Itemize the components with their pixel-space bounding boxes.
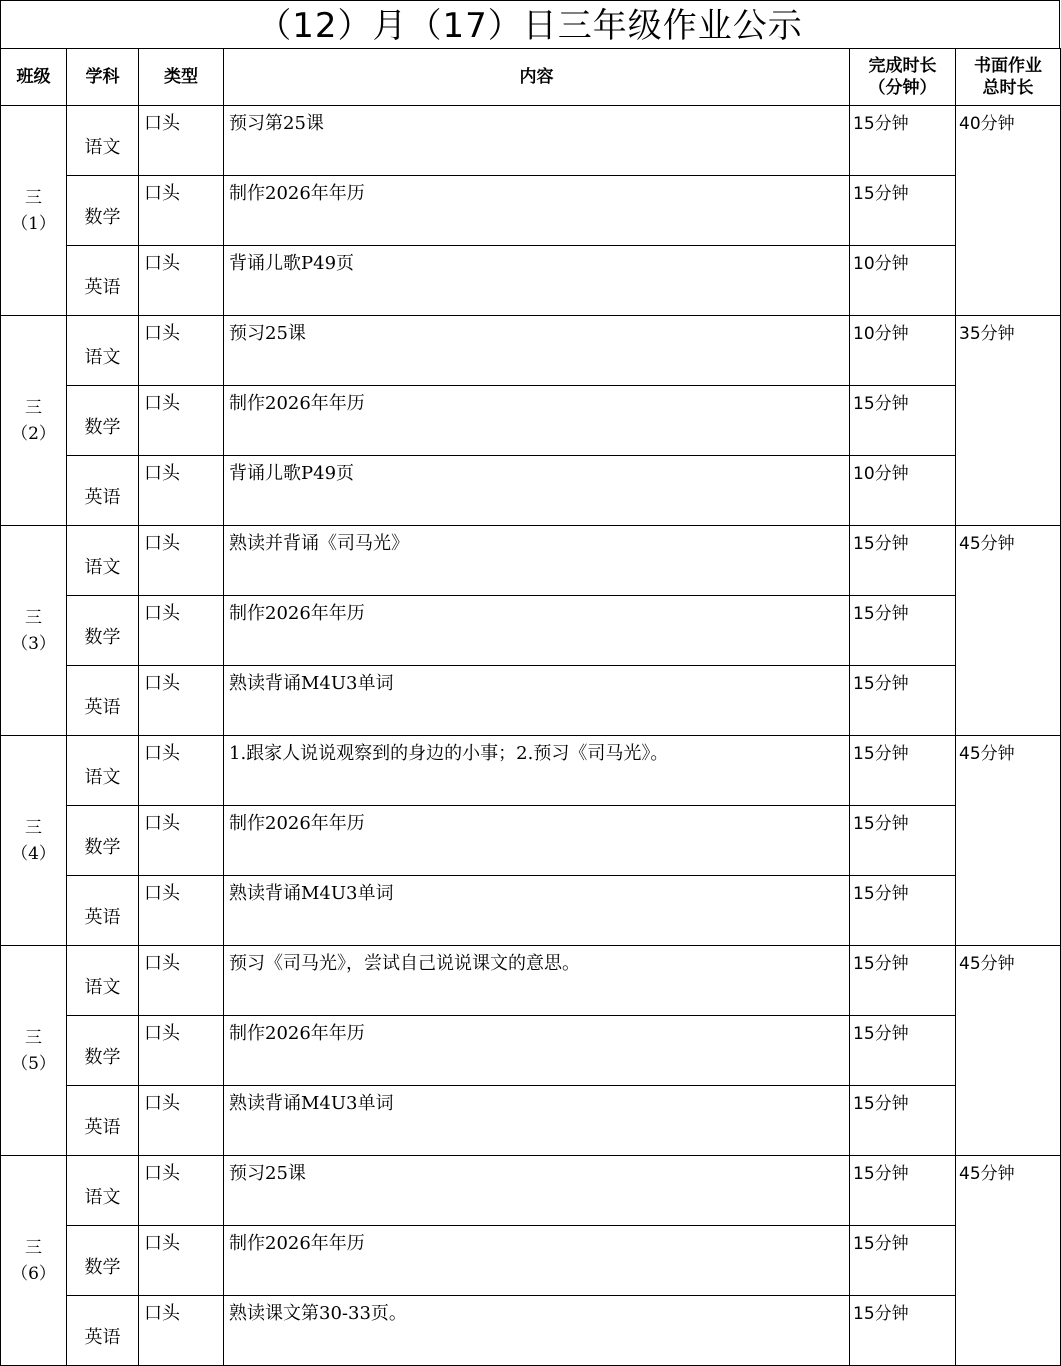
type-cell: 口头 xyxy=(139,246,224,316)
content-cell: 制作2026年年历 xyxy=(224,806,850,876)
type-cell: 口头 xyxy=(139,1296,224,1366)
subject-cell: 数学 xyxy=(67,806,139,876)
content-cell: 制作2026年年历 xyxy=(224,1016,850,1086)
content-cell: 制作2026年年历 xyxy=(224,596,850,666)
content-cell: 熟读背诵M4U3单词 xyxy=(224,1086,850,1156)
time-cell: 15分钟 xyxy=(850,1086,956,1156)
table-row xyxy=(1,246,1061,316)
time-cell: 15分钟 xyxy=(850,876,956,946)
table-row xyxy=(1,736,1061,806)
class-cell xyxy=(1,1156,67,1366)
class-cell xyxy=(1,316,67,526)
class-cell xyxy=(1,736,67,946)
time-cell: 15分钟 xyxy=(850,1016,956,1086)
time-cell: 15分钟 xyxy=(850,736,956,806)
type-cell: 口头 xyxy=(139,316,224,386)
subject-cell: 英语 xyxy=(67,1296,139,1366)
type-cell: 口头 xyxy=(139,1086,224,1156)
header-type: 类型 xyxy=(139,49,224,106)
subject-cell: 语文 xyxy=(67,106,139,176)
subject-cell: 语文 xyxy=(67,736,139,806)
type-cell: 口头 xyxy=(139,666,224,736)
class-number: （4） xyxy=(11,843,56,864)
class-cell xyxy=(1,106,67,316)
subject-cell: 英语 xyxy=(67,456,139,526)
type-cell: 口头 xyxy=(139,176,224,246)
subject-cell: 英语 xyxy=(67,246,139,316)
header-time-line2: （分钟） xyxy=(868,78,937,98)
subject-cell: 数学 xyxy=(67,1226,139,1296)
type-cell: 口头 xyxy=(139,526,224,596)
class-grade: 三 xyxy=(25,1027,42,1048)
table-body xyxy=(1,106,1061,1366)
table-row xyxy=(1,596,1061,666)
total-cell: 45分钟 xyxy=(956,526,1061,736)
content-cell: 制作2026年年历 xyxy=(224,176,850,246)
total-cell: 45分钟 xyxy=(956,736,1061,946)
type-cell: 口头 xyxy=(139,946,224,1016)
subject-cell: 数学 xyxy=(67,1016,139,1086)
class-grade: 三 xyxy=(25,817,42,838)
page-title: （12）月（17）日三年级作业公示 xyxy=(0,0,1060,48)
table-row xyxy=(1,1156,1061,1226)
class-number: （5） xyxy=(11,1053,56,1074)
header-time-line1: 完成时长 xyxy=(868,56,937,76)
subject-cell: 数学 xyxy=(67,176,139,246)
total-cell: 40分钟 xyxy=(956,106,1061,316)
subject-cell: 数学 xyxy=(67,596,139,666)
type-cell: 口头 xyxy=(139,1156,224,1226)
table-row xyxy=(1,456,1061,526)
subject-cell: 语文 xyxy=(67,946,139,1016)
class-grade: 三 xyxy=(25,607,42,628)
class-number: （1） xyxy=(11,213,56,234)
time-cell: 10分钟 xyxy=(850,246,956,316)
content-cell: 预习《司马光》，尝试自己说说课文的意思。 xyxy=(224,946,850,1016)
type-cell: 口头 xyxy=(139,806,224,876)
subject-cell: 英语 xyxy=(67,666,139,736)
content-cell: 熟读背诵M4U3单词 xyxy=(224,876,850,946)
time-cell: 15分钟 xyxy=(850,1156,956,1226)
table-row xyxy=(1,316,1061,386)
time-cell: 15分钟 xyxy=(850,386,956,456)
class-grade: 三 xyxy=(25,1237,42,1258)
content-cell: 背诵儿歌P49页 xyxy=(224,246,850,316)
table-row xyxy=(1,386,1061,456)
class-number: （2） xyxy=(11,423,56,444)
time-cell: 15分钟 xyxy=(850,1226,956,1296)
time-cell: 15分钟 xyxy=(850,946,956,1016)
table-row xyxy=(1,1086,1061,1156)
header-total-line2: 总时长 xyxy=(982,78,1034,98)
time-cell: 15分钟 xyxy=(850,806,956,876)
content-cell: 1.跟家人说说观察到的身边的小事；2.预习《司马光》。 xyxy=(224,736,850,806)
content-cell: 熟读并背诵《司马光》 xyxy=(224,526,850,596)
header-content: 内容 xyxy=(224,49,850,106)
table-row xyxy=(1,946,1061,1016)
header-total xyxy=(956,49,1061,106)
table-row xyxy=(1,106,1061,176)
content-cell: 熟读背诵M4U3单词 xyxy=(224,666,850,736)
header-subject: 学科 xyxy=(67,49,139,106)
total-cell: 45分钟 xyxy=(956,1156,1061,1366)
class-number: （3） xyxy=(11,633,56,654)
subject-cell: 英语 xyxy=(67,1086,139,1156)
time-cell: 15分钟 xyxy=(850,106,956,176)
type-cell: 口头 xyxy=(139,736,224,806)
subject-cell: 语文 xyxy=(67,526,139,596)
header-time xyxy=(850,49,956,106)
subject-cell: 语文 xyxy=(67,316,139,386)
content-cell: 预习25课 xyxy=(224,316,850,386)
time-cell: 10分钟 xyxy=(850,456,956,526)
subject-cell: 英语 xyxy=(67,876,139,946)
content-cell: 制作2026年年历 xyxy=(224,1226,850,1296)
class-grade: 三 xyxy=(25,397,42,418)
content-cell: 制作2026年年历 xyxy=(224,386,850,456)
content-cell: 预习25课 xyxy=(224,1156,850,1226)
type-cell: 口头 xyxy=(139,106,224,176)
table-row xyxy=(1,806,1061,876)
time-cell: 15分钟 xyxy=(850,176,956,246)
type-cell: 口头 xyxy=(139,876,224,946)
class-number: （6） xyxy=(11,1263,56,1284)
table-row xyxy=(1,1296,1061,1366)
type-cell: 口头 xyxy=(139,596,224,666)
subject-cell: 语文 xyxy=(67,1156,139,1226)
table-row xyxy=(1,1226,1061,1296)
header-total-line1: 书面作业 xyxy=(974,56,1042,76)
subject-cell: 数学 xyxy=(67,386,139,456)
content-cell: 预习第25课 xyxy=(224,106,850,176)
class-cell xyxy=(1,526,67,736)
table-row xyxy=(1,1016,1061,1086)
type-cell: 口头 xyxy=(139,1016,224,1086)
type-cell: 口头 xyxy=(139,456,224,526)
table-row xyxy=(1,876,1061,946)
total-cell: 45分钟 xyxy=(956,946,1061,1156)
homework-table xyxy=(0,48,1061,1366)
table-row xyxy=(1,666,1061,736)
time-cell: 15分钟 xyxy=(850,526,956,596)
time-cell: 15分钟 xyxy=(850,1296,956,1366)
header-class: 班级 xyxy=(1,49,67,106)
content-cell: 熟读课文第30-33页。 xyxy=(224,1296,850,1366)
table-row xyxy=(1,176,1061,246)
table-row xyxy=(1,526,1061,596)
time-cell: 15分钟 xyxy=(850,666,956,736)
header-row xyxy=(1,49,1061,106)
class-grade: 三 xyxy=(25,187,42,208)
content-cell: 背诵儿歌P49页 xyxy=(224,456,850,526)
type-cell: 口头 xyxy=(139,1226,224,1296)
type-cell: 口头 xyxy=(139,386,224,456)
time-cell: 10分钟 xyxy=(850,316,956,386)
total-cell: 35分钟 xyxy=(956,316,1061,526)
time-cell: 15分钟 xyxy=(850,596,956,666)
class-cell xyxy=(1,946,67,1156)
